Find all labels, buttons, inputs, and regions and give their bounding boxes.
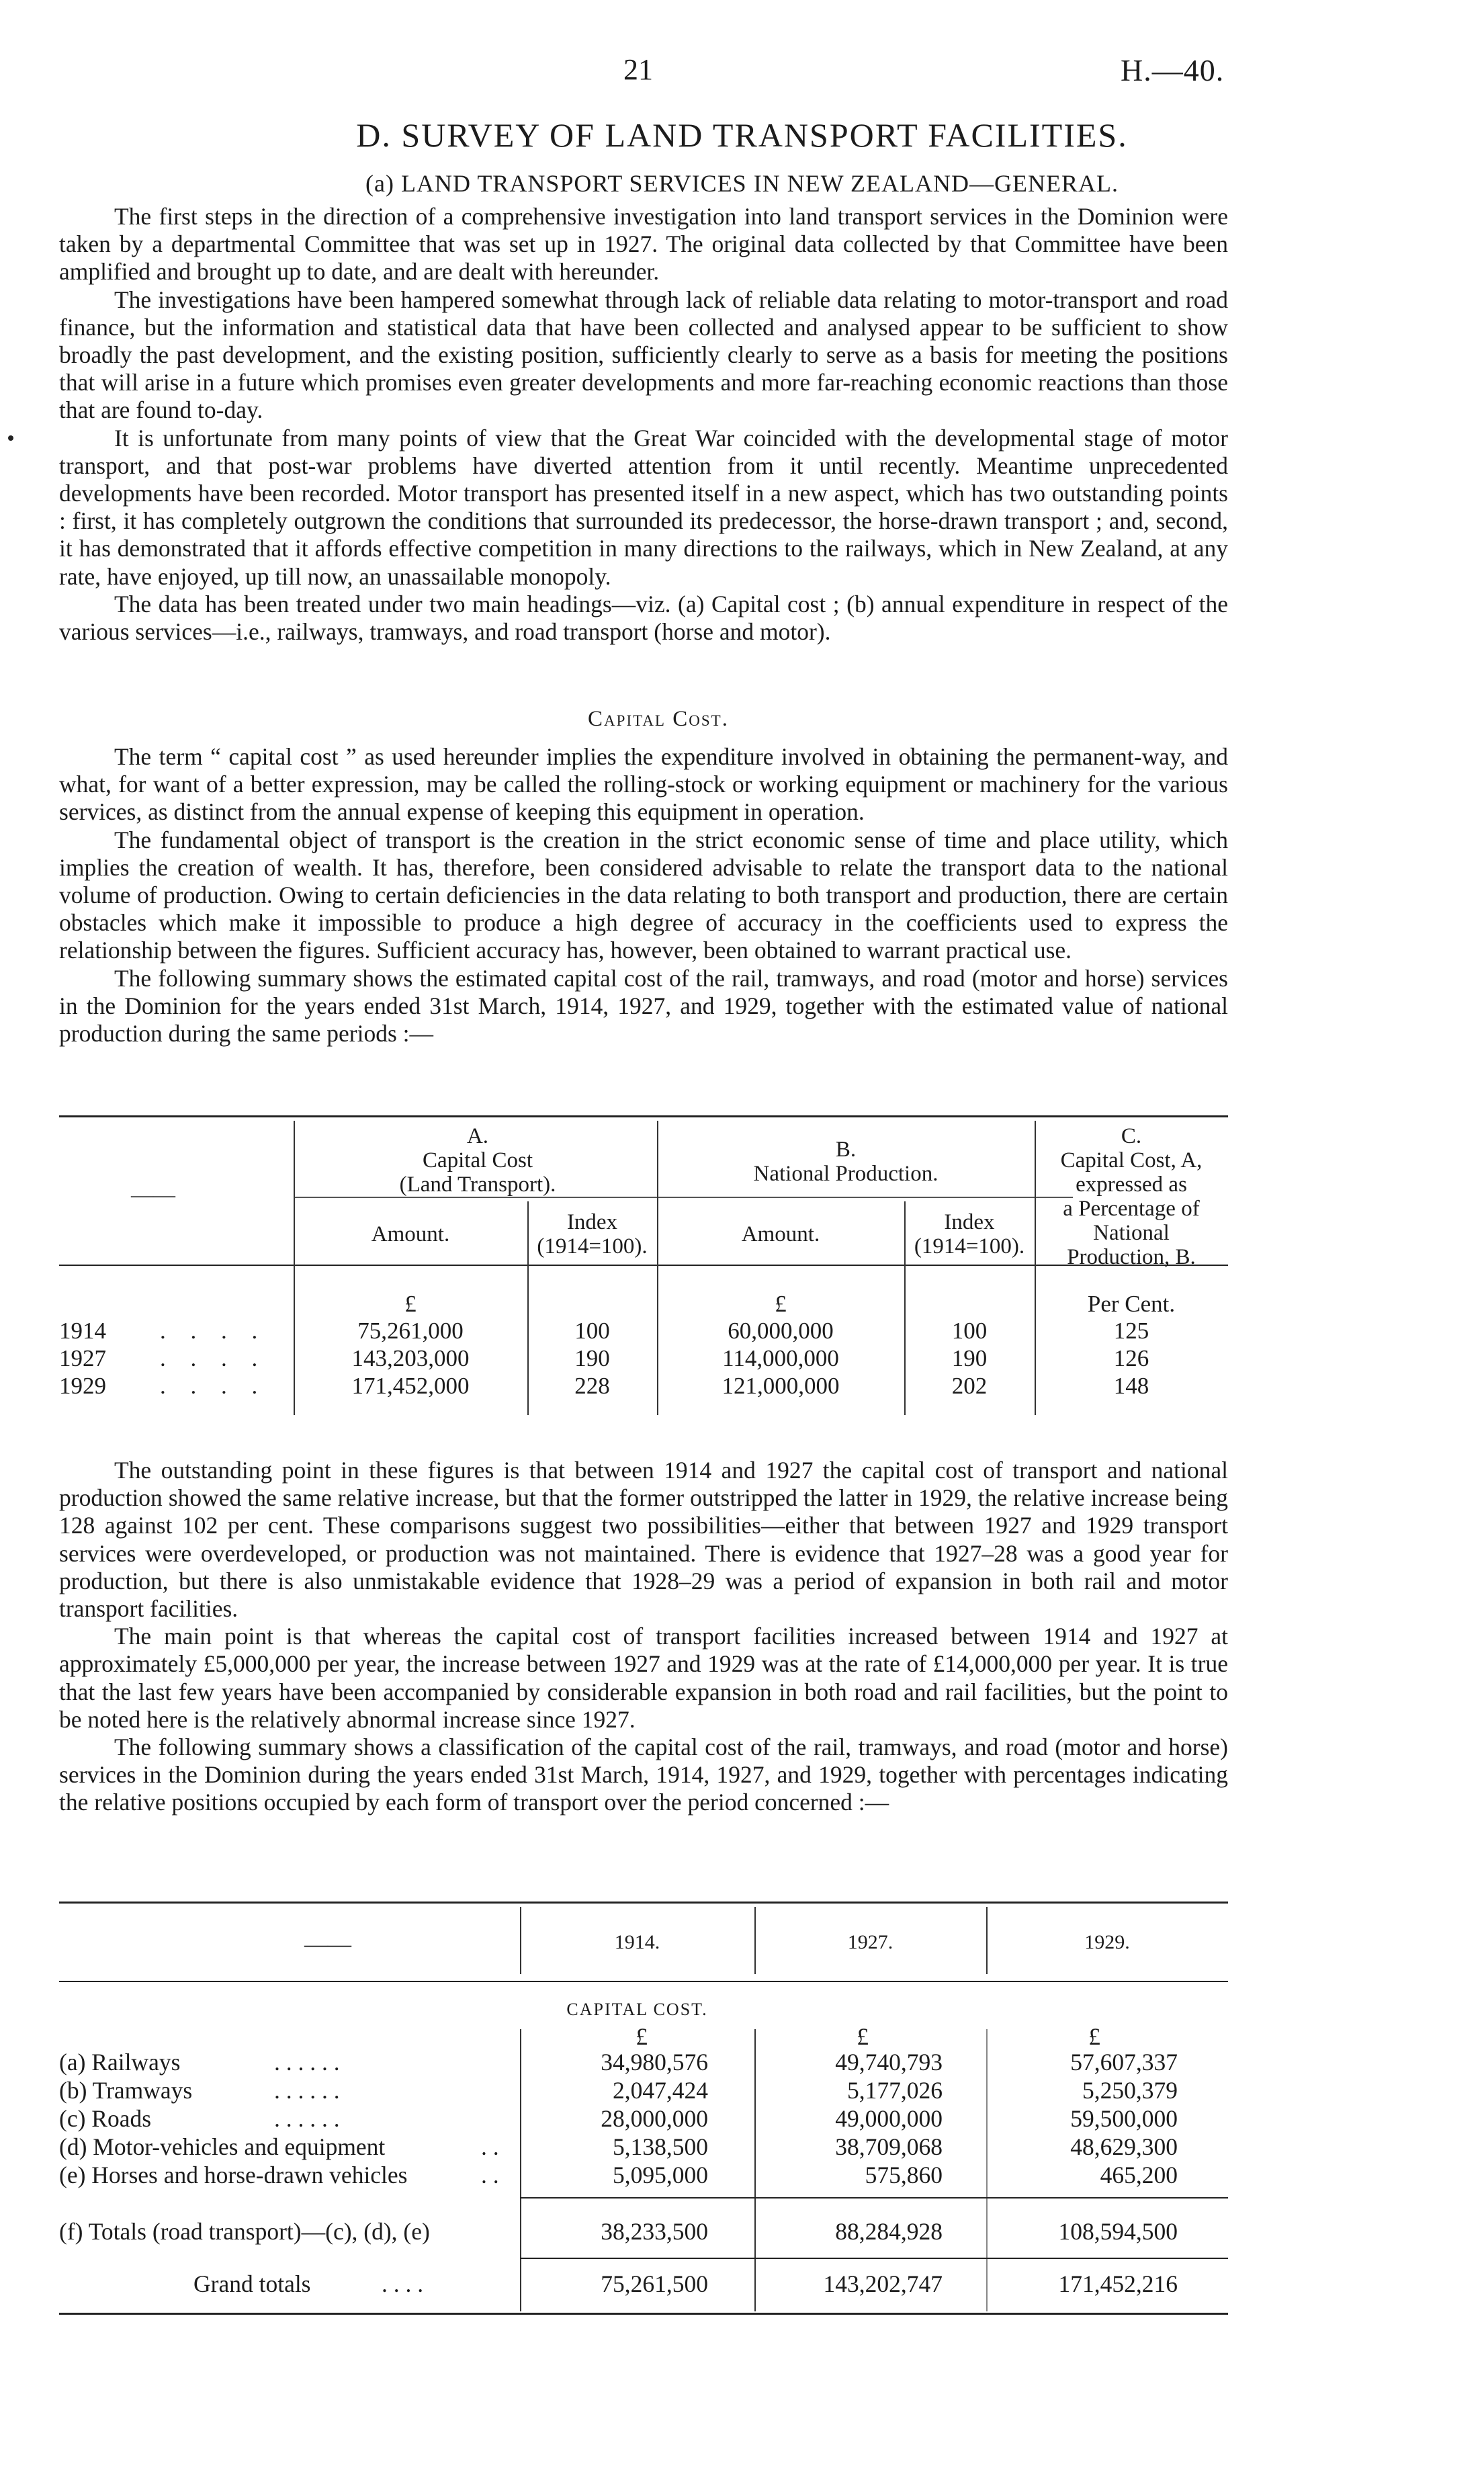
production-amount: 60,000,000 [728,1318,834,1344]
value-1929: 5,250,379 [1082,2077,1178,2104]
row-label: (b) Tramways [59,2077,193,2104]
percentage: 126 [1113,1345,1149,1371]
value-1927: 575,860 [865,2162,943,2188]
percentage: 148 [1113,1373,1149,1399]
capital-cost-text [59,743,1228,1048]
row-label: (e) Horses and horse-drawn vehicles [59,2162,408,2188]
leader-dots: . . [481,2133,499,2160]
paragraph: The following summary shows a classification of the capital cost of the rail, tramways, and road (motor and horse) services in the Dominion during the years ended 31st March, 1914, 1927, and 1929, together with percentages indicating the relative positions occupied by each form of transport over the period concerned :— [59,1734,1228,1816]
paragraph: The data has been treated under two main headings—viz. (a) Capital cost ; (b) annual expenditure in respect of the various services—i.e., railways, tramways, and road transport (horse and motor). [59,590,1228,646]
value-1929: 57,607,337 [1070,2049,1178,2076]
value-1929: 59,500,000 [1070,2105,1178,2132]
index-label: Index [566,1210,618,1234]
production-amount: 121,000,000 [722,1373,840,1399]
col-c-line: Capital Cost, A, [1060,1148,1203,1172]
production-index: 100 [951,1318,988,1344]
value-1929: 48,629,300 [1070,2133,1178,2160]
value-1927: 38,709,068 [835,2133,943,2160]
section-label: CAPITAL COST. [566,2000,708,2019]
analysis-text [59,1457,1228,1817]
grand-total-1927: 143,202,747 [823,2270,943,2297]
value-1927: 5,177,026 [847,2077,943,2104]
leader-dots: . . . . . . [274,2105,340,2132]
col-c-line: Production, B. [1067,1245,1196,1269]
row-year: 1927 [59,1345,106,1371]
totals-rule [520,2197,1228,2198]
paragraph: The following summary shows the estimated capital cost of the rail, tramways, and road (motor and horse) services in the Dominion for the years ended 31st March, 1914, 1927, and 1929, together with the estimated value of national production during the same periods :— [59,964,1228,1048]
row-label: (d) Motor-vehicles and equipment [59,2133,386,2160]
table-top-rule [59,1902,1228,1904]
table-bottom-rule [59,2313,1228,2315]
col-c-line: expressed as [1076,1172,1187,1197]
totals-road-1914: 38,233,500 [601,2218,708,2245]
leader-dots: . . . . [160,1318,267,1344]
table-corner: —— [304,1931,351,1957]
col-b-head: B. [835,1138,857,1162]
col-a-sub: Capital Cost [422,1148,533,1172]
capital-cost-classification-table [59,1902,1228,2332]
production-amount: 114,000,000 [722,1345,839,1371]
row-year: 1929 [59,1373,106,1399]
value-1914: 5,095,000 [613,2162,708,2188]
row-year: 1914 [59,1318,106,1344]
paragraph: It is unfortunate from many points of view that the Great War coincided with the developmental stage of motor transport, and that post-war problems have diverted attention from it until recently. Meantime unprecedented developments have been recorded. Motor transport has presented itself in a new aspect, which has two outstanding points : first, it has completely outgrown the conditions that surrounded its predecessor, the horse-drawn transport ; and, second, it has demonstrated that it affords effective competition in many directions to the railways, which in New Zealand, at any rate, have enjoyed, up till now, an unassailable monopoly. [59,424,1228,590]
capital-cost-heading: Capital Cost. [588,707,729,731]
capital-index: 100 [574,1318,610,1344]
year-header: 1914. [614,1931,660,1953]
value-1914: 2,047,424 [613,2077,708,2104]
leader-dots: . . . . [382,2270,424,2297]
value-1914: 34,980,576 [601,2049,708,2076]
value-1914: 28,000,000 [601,2105,708,2132]
col-c-head: C. [1121,1124,1142,1148]
row-label: (a) Railways [59,2049,181,2076]
totals-road-label: (f) Totals (road transport)—(c), (d), (e) [59,2218,430,2245]
leader-dots: . . . . [160,1373,267,1399]
paragraph: The investigations have been hampered somewhat through lack of reliable data relating to motor-transport and road finance, but the information and statistical data that have been collected and analysed appear to be sufficient to show broadly the past development, and the existing position, sufficiently clearly to serve as a basis for meeting the positions that will arise in a future which promises even greater developments and more far-reaching economic reactions than those that are found to-day. [59,286,1228,424]
leader-dots: . . . . . . [274,2049,340,2076]
index-label: (1914=100). [914,1234,1025,1258]
value-1927: 49,740,793 [835,2049,943,2076]
unit-label: £ [404,1291,417,1317]
grand-totals-label: Grand totals [193,2270,311,2297]
row-label: (c) Roads [59,2105,152,2132]
col-c-line: a Percentage of [1063,1197,1200,1221]
col-a-head: A. [466,1124,489,1148]
unit-label: £ [636,2023,648,2050]
table-header-rule [59,1981,1228,1982]
grand-total-1914: 75,261,500 [601,2270,708,2297]
index-label: Index [944,1210,995,1234]
unit-label: £ [1088,2023,1100,2050]
amount-label: Amount. [741,1222,820,1246]
value-1914: 5,138,500 [613,2133,708,2160]
production-index: 202 [951,1373,988,1399]
capital-amount: 143,203,000 [351,1345,470,1371]
paragraph: The term “ capital cost ” as used hereunder implies the expenditure involved in obtaining the permanent-way, and what, for want of a better expression, may be called the rolling-stock or working equipment or machinery for the various services, as distinct from the annual expense of keeping this equipment in operation. [59,743,1228,826]
capital-index: 190 [574,1345,610,1371]
col-a-sub: (Land Transport). [399,1172,556,1197]
index-label: (1914=100). [537,1234,648,1258]
capital-vs-production-table [59,1115,1228,1451]
capital-amount: 75,261,000 [357,1318,464,1344]
capital-index: 228 [574,1373,610,1399]
paragraph: The fundamental object of transport is the creation in the strict economic sense of time and place utility, which implies the creation of wealth. It has, therefore, been considered advisable to relate the transport data to the national volume of production. Owing to certain deficiencies in the data relating to both transport and production, there are certain obstacles which make it impossible to produce a high degree of accuracy in the coefficients used to express the relationship between the figures. Sufficient accuracy has, however, been obtained to warrant practical use. [59,826,1228,964]
unit-label: £ [775,1291,787,1317]
production-index: 190 [951,1345,988,1371]
margin-dot [8,435,13,441]
intro-text [59,203,1228,646]
value-1929: 465,200 [1100,2162,1178,2188]
paragraph: The outstanding point in these figures is that between 1914 and 1927 the capital cost of transport and national production showed the same relative increase, but that the former outstripped the latter in 1929, the relative increase being 128 against 102 per cent. These comparisons suggest two possibilities—either that between 1927 and 1929 transport services were overdeveloped, or production was not maintained. There is evidence that 1927–28 was a good year for production, but there is also unmistakable evidence that 1928–29 was a period of expansion in both rail and motor transport facilities. [59,1457,1228,1623]
percentage: 125 [1113,1318,1149,1344]
table-top-rule [59,1115,1228,1117]
unit-label: £ [857,2023,869,2050]
amount-label: Amount. [371,1222,450,1246]
totals-road-1929: 108,594,500 [1058,2218,1178,2245]
grand-totals-rule [520,2258,1228,2259]
paragraph: The main point is that whereas the capital cost of transport facilities increased between 1914 and 1927 at approximately £5,000,000 per year, the increase between 1927 and 1929 was at the rate of £14,000,000 per year. It is true that the last few years have been accompanied by considerable expansion in both road and rail facilities, but the point to be noted here is the relatively abnormal increase since 1927. [59,1623,1228,1733]
document-reference: H.—40. [1121,53,1225,87]
table-corner: —— [131,1183,175,1207]
grand-total-1929: 171,452,216 [1058,2270,1178,2297]
unit-label: Per Cent. [1087,1291,1176,1317]
page-number: 21 [623,53,653,86]
leader-dots: . . [481,2162,499,2188]
year-header: 1927. [847,1931,893,1953]
leader-dots: . . . . [160,1345,267,1371]
year-header: 1929. [1084,1931,1130,1953]
col-b-sub: National Production. [753,1162,939,1186]
totals-road-1927: 88,284,928 [835,2218,943,2245]
leader-dots: . . . . . . [274,2077,340,2104]
capital-amount: 171,452,000 [351,1373,470,1399]
paragraph: The first steps in the direction of a comprehensive investigation into land transport services in the Dominion were taken by a departmental Committee that was set up in 1927. The original data collected by that Committee have been amplified and brought up to date, and are dealt with hereunder. [59,203,1228,286]
value-1927: 49,000,000 [835,2105,943,2132]
col-c-line: National [1093,1221,1170,1245]
section-title: D. SURVEY OF LAND TRANSPORT FACILITIES. [356,116,1128,154]
section-subtitle: (a) LAND TRANSPORT SERVICES IN NEW ZEALAND—GENERAL. [365,170,1119,197]
